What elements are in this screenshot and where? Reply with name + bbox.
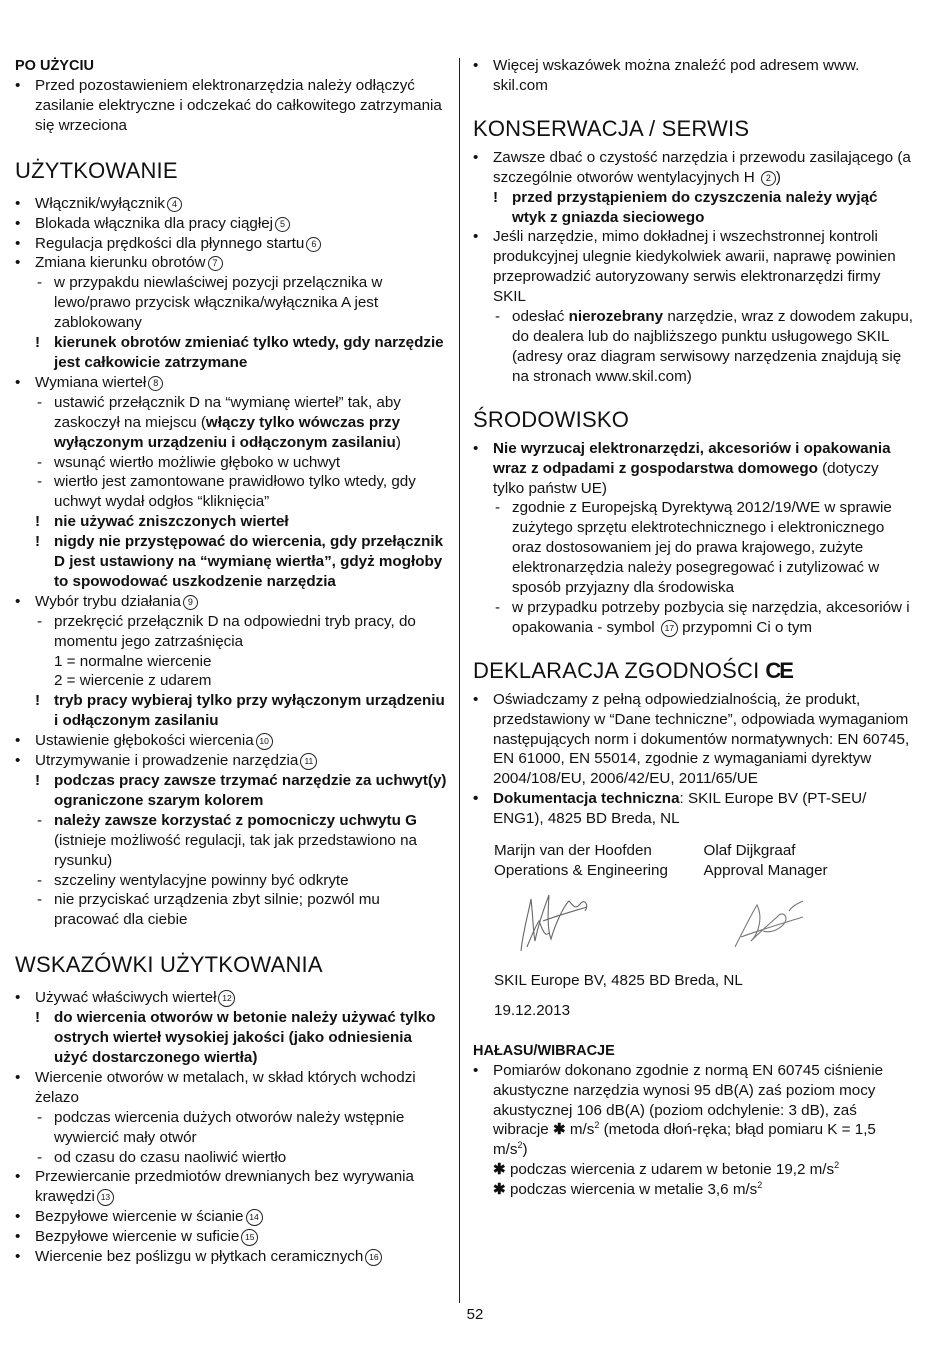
sub-item: - podczas wiercenia dużych otworów należy wstępnie wywiercić mały otwór (37, 1108, 405, 1146)
ref-number-icon: 11 (300, 753, 317, 770)
heading-wskazowki: WSKAZÓWKI UŻYTKOWANIA (15, 952, 323, 978)
section-deklaracja (473, 658, 913, 1021)
list-item: • Pomiarów dokonano zgodnie z normą EN 60745 ciśnienie akustyczne narzędzia wynosi 95 dB(A) zaś poziom mocy akustycznej 106 dB(A) (poziom odchylenie: 3 dB), zaś wibracje ✱ $m/s^2$ (metoda dłoń-ręka; błąd pomiaru K = 1,5 $m/s^2$) (473, 1061, 884, 1159)
sub-item: - przekręcić przełącznik D na odpowiedni tryb pracy, do momentu jego zatrzaśnięcia (37, 612, 416, 650)
sub-item: - nie przyciskać urządzenia zbyt silnie; pozwól mu pracować dla ciebie (37, 891, 380, 929)
list-item: • Bezpyłowe wiercenie w ścianie 14 (15, 1207, 447, 1227)
company-address: SKIL Europe BV, 4825 BD Breda, NL (494, 971, 743, 989)
heading-srodowisko: ŚRODOWISKO (473, 406, 630, 432)
ref-number-icon: 10 (256, 733, 273, 750)
heading-po-uzyciu: PO UŻYCIU (15, 58, 94, 74)
ref-number-icon: 13 (97, 1189, 114, 1206)
list-item: • Zawsze dbać o czystość narzędzia i przewodu zasilającego (a szczególnie otworów wentylacyjnych H 2 ) (473, 148, 911, 186)
list-item: • Dokumentacja techniczna: SKIL Europe BV (PT-SEU/ ENG1), 4825 BD Breda, NL (473, 790, 867, 828)
signature-1-icon (521, 895, 587, 951)
list-item: • Włącznik/wyłącznik 4 (15, 194, 447, 214)
list-item: • Wybór trybu działania 9 (15, 592, 447, 612)
sub-item: - wiertło jest zamontowane prawidłowo tylko wtedy, gdy uchwyt wydał odgłos “kliknięcia” (37, 473, 416, 511)
ref-number-icon: 17 (661, 620, 678, 637)
warning-item: ! przed przystąpieniem do czyszczenia należy wyjąć wtyk z gniazda sieciowego (493, 188, 878, 226)
ref-number-icon: 4 (167, 197, 182, 212)
sub-item: - w przypakdu niewlaściwej pozycji przelącznika w lewo/prawo przycisk włącznika/wyłącznika A jest zablokowany (37, 274, 383, 332)
sub-item: - od czasu do czasu naoliwić wiertło (37, 1148, 287, 1166)
ref-number-icon: 15 (241, 1229, 258, 1246)
mode-line: 1 = normalne wiercenie (54, 652, 212, 670)
ref-number-icon: 2 (761, 171, 776, 186)
ref-number-icon: 8 (148, 376, 163, 391)
ce-mark-icon: CE (765, 657, 792, 683)
vibration-line: ✱ podczas wiercenia z udarem w betonie 19,2 $m/s^2$ (493, 1160, 840, 1179)
ref-number-icon: 5 (275, 217, 290, 232)
column-divider (459, 58, 460, 1303)
heading-deklaracja: DEKLARACJA ZGODNOŚCI CE (473, 657, 792, 683)
warning-item: ! tryb pracy wybieraj tylko przy wyłączonym urządzeniu i odłączonym zasilaniu (35, 692, 445, 730)
list-item: • Przed pozostawieniem elektronarzędzia należy odłączyć zasilanie elektryczne i odczekać do całkowitego zatrzymania się wrzeciona (15, 77, 442, 134)
signatures (473, 881, 913, 971)
page-number: 52 (466, 1306, 484, 1323)
sub-item: - odesłać nierozebrany narzędzie, wraz z dowodem zakupu, do dealera lub do najbliższego punktu usługowego SKIL (adresy oraz diagram serwisowy narzędzenia znajdują się na stronach www.skil.com) (495, 308, 913, 385)
signatories (494, 841, 913, 881)
list-item: • Zmiana kierunku obrotów 7 (15, 253, 447, 273)
list-item: • Wiercenie bez poślizgu w płytkach ceramicznych 16 (15, 1247, 447, 1267)
list-item: • Regulacja prędkości dla płynnego startu 6 (15, 234, 447, 254)
sub-item: - szczeliny wentylacyjne powinny być odkryte (37, 871, 349, 889)
warning-item: ! do wiercenia otworów w betonie należy używać tylko ostrych wierteł wysokiej jakości (jako odniesienia użyć dostarczonego wiertła) (35, 1009, 436, 1066)
ref-number-icon: 16 (365, 1249, 382, 1266)
vibration-line: ✱ podczas wiercenia w metalie 3,6 $m/s^2$ (493, 1180, 763, 1199)
section-konserwacja (473, 116, 913, 387)
list-item: • Blokada włącznika dla pracy ciągłej 5 (15, 214, 447, 234)
sub-item: - wsunąć wiertło możliwie głęboko w uchwyt (37, 453, 341, 471)
list-item: • Używać właściwych wierteł 12 (15, 988, 447, 1008)
ref-number-icon: 7 (208, 256, 223, 271)
list-item: • Jeśli narzędzie, mimo dokładnej i wszechstronnej kontroli produkcyjnej ulegnie kiedykolwiek awarii, naprawę powinien przeprowadzić autoryzowany serwis elektronarzędzi firmy SKIL (473, 228, 896, 306)
list-item: • Wymiana wierteł 8 (15, 373, 447, 393)
signature-images (473, 881, 913, 971)
declaration-date: 19.12.2013 (494, 1001, 571, 1019)
sub-item: - zgodnie z Europejską Dyrektywą 2012/19/WE w sprawie zużytego sprzętu elektrotechnicznego i elektronicznego oraz dostosowaniem jej do prawa krajowego, zużyte elektronarzędzia należy posegregować i zutylizować w sposób przyjazny dla środowiska (495, 499, 892, 597)
ref-number-icon: 6 (306, 237, 321, 252)
list-item: • Więcej wskazówek można znaleźć pod adresem www. skil.com (473, 57, 860, 94)
mode-line: 2 = wiercenie z udarem (54, 672, 212, 690)
sub-item: - w przypadku potrzeby pozbycia się narzędzia, akcesoriów i opakowania - symbol 17 przypomni Ci o tym (495, 598, 910, 636)
ref-number-icon: 14 (246, 1209, 263, 1226)
list-item: • Ustawienie głębokości wiercenia 10 (15, 731, 447, 751)
warning-item: ! nie używać zniszczonych wierteł (35, 513, 289, 531)
right-column (473, 56, 913, 1200)
section-halasu (473, 1041, 913, 1200)
list-item: • Utrzymywanie i prowadzenie narzędzia 11 (15, 751, 447, 771)
signatory-1: Marijn van der Hoofden Operations & Engineering (494, 842, 668, 879)
star-icon: ✱ (552, 1121, 566, 1139)
list-item: • Oświadczamy z pełną odpowiedzialnością, że produkt, przedstawiony w “Dane techniczne”, odpowiada wymaganiom następujących norm i dokumentów normatywnych: EN 60745, EN 61000, EN 55014, zgodnie z wymaganiami dyrektyw 2004/108/EU, 2006/42/EU, 2011/65/UE (473, 690, 910, 788)
section-wskazowki (15, 952, 447, 1267)
ref-number-icon: 12 (218, 990, 235, 1007)
ref-number-icon: 9 (183, 595, 198, 610)
star-icon: ✱ (493, 1181, 506, 1199)
heading-halasu: HAŁASU/WIBRACJE (473, 1042, 615, 1059)
heading-uzytkowanie: UŻYTKOWANIE (15, 157, 178, 183)
signature-2-icon (735, 901, 803, 947)
warning-item: ! kierunek obrotów zmieniać tylko wtedy, gdy narzędzie jest całkowicie zatrzymane (35, 334, 444, 371)
star-icon: ✱ (493, 1161, 506, 1179)
section-srodowisko (473, 407, 913, 638)
signatory-2: Olaf Dijkgraaf Approval Manager (703, 842, 828, 879)
warning-item: ! podczas pracy zawsze trzymać narzędzie za uchwyt(y) ograniczone szarym kolorem (35, 772, 447, 809)
section-po-uzyciu (15, 56, 447, 136)
list-item: • Wiercenie otworów w metalach, w skład których wchodzi żelazo (15, 1068, 416, 1106)
section-uzytkowanie (15, 158, 447, 931)
list-item: • Przewiercanie przedmiotów drewnianych bez wyrywania krawędzi 13 (15, 1168, 415, 1206)
list-item: • Bezpyłowe wiercenie w suficie 15 (15, 1227, 447, 1247)
sub-item: - ustawić przełącznik D na “wymianę wierteł” tak, aby zaskoczył na miejscu (włączy tylko wówczas przy wyłączonym urządzeniu i odłączonym zasilaniu) (37, 393, 401, 451)
left-column (15, 56, 447, 1267)
heading-konserwacja: KONSERWACJA / SERWIS (473, 115, 750, 141)
warning-item: ! nigdy nie przystępować do wiercenia, gdy przełącznik D jest ustawiony na “wymianę wiertła”, gdyż mogłoby to spowodować uszkodzenie narzędzia (35, 533, 444, 590)
list-item: • Nie wyrzucaj elektronarzędzi, akcesoriów i opakowania wraz z odpadami z gospodarstwa domowego (dotyczy tylko państw UE) (473, 439, 891, 497)
sub-item: - należy zawsze korzystać z pomocniczy uchwytu G (istnieje możliwość regulacji, tak jak przedstawiono na rysunku) (37, 811, 417, 869)
